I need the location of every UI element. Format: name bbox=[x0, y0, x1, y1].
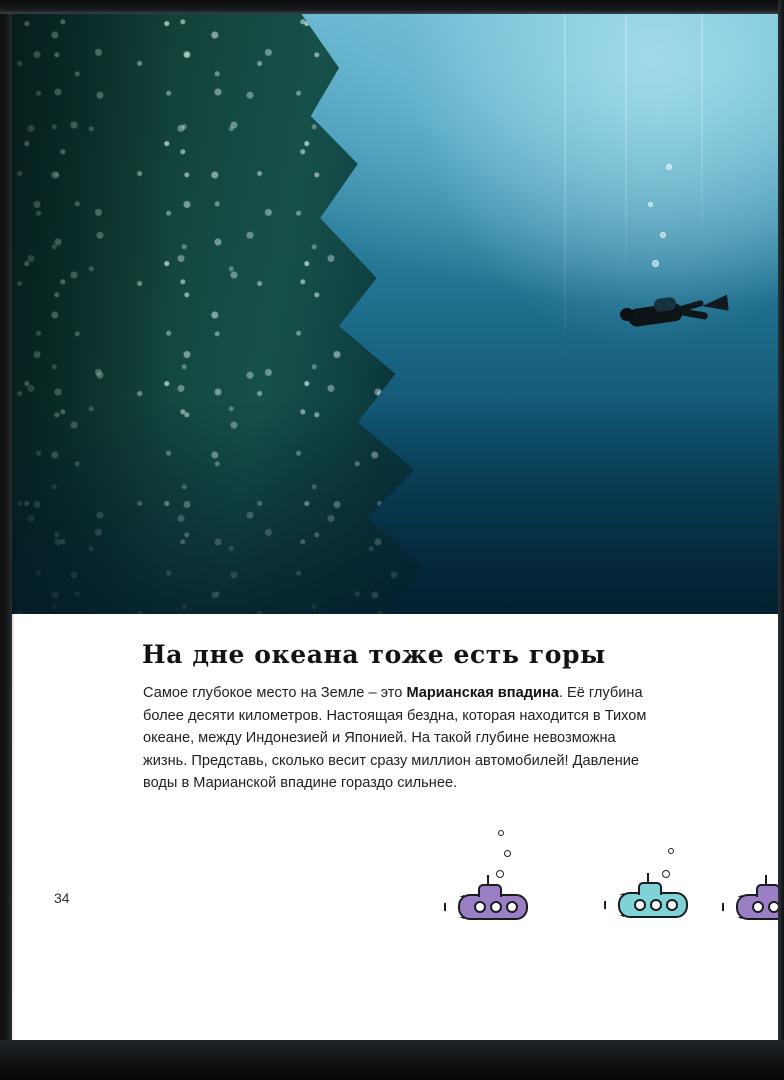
bubble-icon bbox=[668, 848, 674, 854]
porthole-icon bbox=[474, 901, 486, 913]
bubble-icon bbox=[648, 202, 653, 207]
conning-tower-icon bbox=[756, 884, 780, 897]
diver-fin-icon bbox=[701, 295, 729, 314]
periscope-icon bbox=[487, 875, 489, 885]
scan-edge-right bbox=[778, 0, 784, 1080]
term-mariana-trench: Марианская впадина bbox=[406, 685, 559, 701]
submarine-illustrations bbox=[12, 814, 778, 934]
bubble-icon bbox=[660, 232, 666, 238]
scan-edge-bottom bbox=[0, 1040, 784, 1080]
bubble-icon bbox=[662, 870, 670, 878]
porthole-icon bbox=[490, 901, 502, 913]
bubble-icon bbox=[496, 870, 504, 878]
page-number: 34 bbox=[54, 890, 70, 906]
page-fold-line bbox=[12, 14, 14, 1040]
scan-edge-top bbox=[0, 0, 784, 14]
light-shaft-icon bbox=[701, 14, 703, 266]
porthole-icon bbox=[650, 899, 662, 911]
bubble-icon bbox=[498, 830, 504, 836]
conning-tower-icon bbox=[638, 882, 662, 895]
submarine-purple bbox=[444, 886, 530, 920]
porthole-icon bbox=[634, 899, 646, 911]
bubble-icon bbox=[666, 164, 672, 170]
submarine-purple-2 bbox=[722, 886, 784, 920]
page-title: На дне океана тоже есть горы bbox=[142, 640, 606, 669]
bubble-icon bbox=[652, 260, 659, 267]
periscope-icon bbox=[765, 875, 767, 885]
diver bbox=[610, 292, 730, 348]
photo-underwater-scene bbox=[12, 14, 778, 614]
light-shaft-icon bbox=[625, 14, 627, 302]
diver-head-icon bbox=[620, 308, 634, 321]
paragraph-part-1: Самое глубокое место на Земле – это bbox=[143, 685, 407, 701]
periscope-icon bbox=[647, 873, 649, 883]
scan-edge-left bbox=[0, 0, 12, 1080]
deep-water-gradient bbox=[12, 398, 778, 614]
porthole-icon bbox=[666, 899, 678, 911]
conning-tower-icon bbox=[478, 884, 502, 897]
body-paragraph bbox=[143, 682, 648, 795]
porthole-icon bbox=[752, 901, 764, 913]
text-block bbox=[12, 614, 778, 940]
bubble-icon bbox=[504, 850, 511, 857]
submarine-teal bbox=[604, 884, 690, 918]
paragraph-part-2: . Её глубина более десяти километров. Настоящая бездна, которая находится в Тихом океане, между Индонезией и Японией. На такой глубине невозможна жизнь. Представь, сколько весит сразу миллион автомобилей! Давление воды в Марианской впадине гораздо сильнее. bbox=[143, 685, 647, 791]
light-shaft-icon bbox=[564, 14, 566, 362]
porthole-icon bbox=[506, 901, 518, 913]
